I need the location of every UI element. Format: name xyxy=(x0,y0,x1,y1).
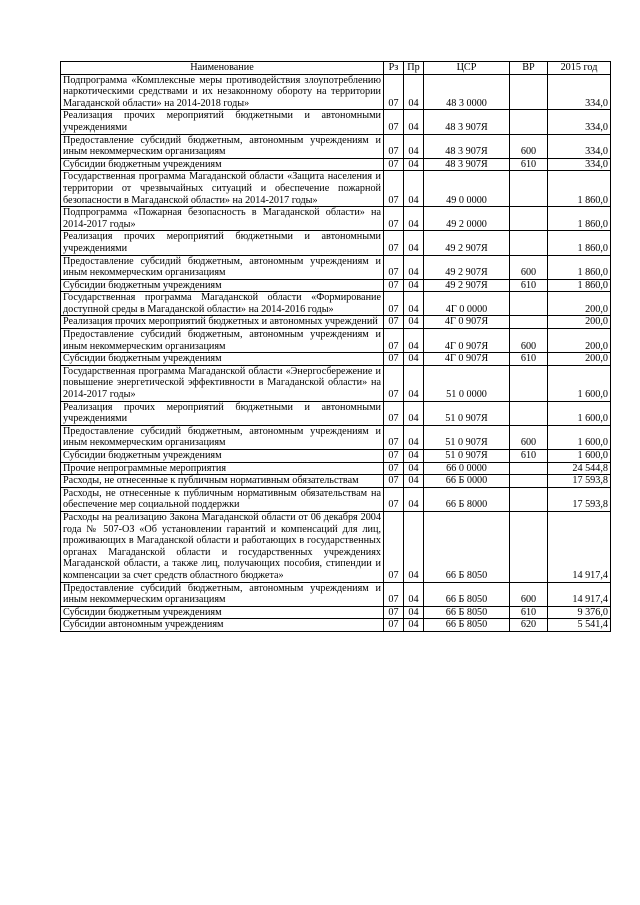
cell-vr xyxy=(510,475,548,488)
cell-rz: 07 xyxy=(384,171,404,207)
cell-pr: 04 xyxy=(404,582,424,606)
table-row xyxy=(61,450,611,463)
cell-name: Субсидии бюджетным учреждениям xyxy=(61,158,384,171)
cell-pr: 04 xyxy=(404,475,424,488)
cell-csr: 66 0 0000 xyxy=(424,462,510,475)
cell-name: Субсидии бюджетным учреждениям xyxy=(61,353,384,366)
cell-vr xyxy=(510,401,548,425)
cell-amount: 334,0 xyxy=(548,134,611,158)
cell-csr: 4Г 0 0000 xyxy=(424,292,510,316)
cell-name: Предоставление субсидий бюджетным, автономным учреждениям и иным некоммерческим организациям xyxy=(61,425,384,449)
table-row xyxy=(61,255,611,279)
cell-vr: 610 xyxy=(510,158,548,171)
cell-vr xyxy=(510,292,548,316)
cell-rz: 07 xyxy=(384,462,404,475)
cell-amount: 1 600,0 xyxy=(548,425,611,449)
cell-name: Субсидии бюджетным учреждениям xyxy=(61,450,384,463)
cell-pr: 04 xyxy=(404,255,424,279)
cell-vr: 600 xyxy=(510,425,548,449)
cell-amount: 1 600,0 xyxy=(548,450,611,463)
cell-name: Расходы, не отнесенные к публичным нормативным обязательствам на обеспечение мер социальной поддержки xyxy=(61,487,384,511)
cell-amount: 24 544,8 xyxy=(548,462,611,475)
table-row xyxy=(61,110,611,134)
cell-rz: 07 xyxy=(384,158,404,171)
cell-pr: 04 xyxy=(404,279,424,292)
cell-vr: 610 xyxy=(510,450,548,463)
cell-pr: 04 xyxy=(404,329,424,353)
cell-pr: 04 xyxy=(404,110,424,134)
cell-pr: 04 xyxy=(404,606,424,619)
cell-csr: 66 Б 0000 xyxy=(424,475,510,488)
cell-vr: 600 xyxy=(510,134,548,158)
cell-rz: 07 xyxy=(384,110,404,134)
cell-csr: 66 Б 8050 xyxy=(424,582,510,606)
cell-rz: 07 xyxy=(384,134,404,158)
cell-amount: 1 860,0 xyxy=(548,255,611,279)
cell-amount: 334,0 xyxy=(548,74,611,110)
cell-name: Предоставление субсидий бюджетным, автономным учреждениям и иным некоммерческим организациям xyxy=(61,329,384,353)
cell-rz: 07 xyxy=(384,255,404,279)
table-row xyxy=(61,231,611,255)
cell-rz: 07 xyxy=(384,74,404,110)
budget-table xyxy=(60,61,611,632)
cell-vr xyxy=(510,462,548,475)
cell-vr xyxy=(510,231,548,255)
cell-csr: 49 2 907Я xyxy=(424,255,510,279)
cell-vr: 610 xyxy=(510,279,548,292)
cell-vr xyxy=(510,316,548,329)
cell-amount: 1 860,0 xyxy=(548,171,611,207)
cell-csr: 66 Б 8050 xyxy=(424,511,510,582)
cell-amount: 14 917,4 xyxy=(548,511,611,582)
table-row xyxy=(61,353,611,366)
cell-amount: 9 376,0 xyxy=(548,606,611,619)
cell-amount: 17 593,8 xyxy=(548,487,611,511)
header-vr: ВР xyxy=(510,62,548,75)
cell-name: Расходы, не отнесенные к публичным нормативным обязательствам xyxy=(61,475,384,488)
cell-name: Реализация прочих мероприятий бюджетных и автономных учреждений xyxy=(61,316,384,329)
cell-rz: 07 xyxy=(384,582,404,606)
cell-amount: 200,0 xyxy=(548,329,611,353)
cell-vr: 600 xyxy=(510,329,548,353)
cell-vr: 610 xyxy=(510,606,548,619)
cell-csr: 48 3 907Я xyxy=(424,158,510,171)
cell-amount: 1 860,0 xyxy=(548,279,611,292)
cell-amount: 1 860,0 xyxy=(548,207,611,231)
cell-rz: 07 xyxy=(384,475,404,488)
cell-pr: 04 xyxy=(404,134,424,158)
cell-name: Предоставление субсидий бюджетным, автономным учреждениям и иным некоммерческим организациям xyxy=(61,255,384,279)
cell-rz: 07 xyxy=(384,619,404,632)
table-row xyxy=(61,511,611,582)
table-row xyxy=(61,279,611,292)
cell-rz: 07 xyxy=(384,425,404,449)
cell-csr: 51 0 907Я xyxy=(424,401,510,425)
cell-csr: 51 0 907Я xyxy=(424,450,510,463)
cell-pr: 04 xyxy=(404,158,424,171)
cell-amount: 14 917,4 xyxy=(548,582,611,606)
cell-csr: 51 0 907Я xyxy=(424,425,510,449)
cell-rz: 07 xyxy=(384,450,404,463)
cell-rz: 07 xyxy=(384,511,404,582)
cell-name: Субсидии бюджетным учреждениям xyxy=(61,606,384,619)
cell-name: Субсидии бюджетным учреждениям xyxy=(61,279,384,292)
cell-name: Прочие непрограммные мероприятия xyxy=(61,462,384,475)
cell-amount: 17 593,8 xyxy=(548,475,611,488)
cell-vr: 620 xyxy=(510,619,548,632)
cell-name: Государственная программа Магаданской области «Энергосбережение и повышение энергетической эффективности в Магаданской области» на 2014-2017 годы» xyxy=(61,365,384,401)
table-row xyxy=(61,207,611,231)
cell-name: Предоставление субсидий бюджетным, автономным учреждениям и иным некоммерческим организациям xyxy=(61,582,384,606)
cell-vr xyxy=(510,487,548,511)
cell-csr: 66 Б 8000 xyxy=(424,487,510,511)
table-row xyxy=(61,74,611,110)
cell-csr: 66 Б 8050 xyxy=(424,619,510,632)
cell-pr: 04 xyxy=(404,353,424,366)
cell-pr: 04 xyxy=(404,487,424,511)
cell-name: Реализация прочих мероприятий бюджетными и автономными учреждениями xyxy=(61,110,384,134)
cell-rz: 07 xyxy=(384,606,404,619)
table-row xyxy=(61,365,611,401)
table-row xyxy=(61,606,611,619)
cell-amount: 334,0 xyxy=(548,110,611,134)
cell-csr: 49 2 907Я xyxy=(424,231,510,255)
cell-amount: 1 860,0 xyxy=(548,231,611,255)
cell-amount: 200,0 xyxy=(548,353,611,366)
cell-rz: 07 xyxy=(384,316,404,329)
cell-csr: 48 3 907Я xyxy=(424,134,510,158)
cell-pr: 04 xyxy=(404,171,424,207)
cell-vr xyxy=(510,365,548,401)
cell-csr: 49 0 0000 xyxy=(424,171,510,207)
cell-rz: 07 xyxy=(384,487,404,511)
table-row xyxy=(61,316,611,329)
cell-rz: 07 xyxy=(384,207,404,231)
cell-name: Государственная программа Магаданской области «Формирование доступной среды в Магаданской области» на 2014-2016 годы» xyxy=(61,292,384,316)
cell-amount: 200,0 xyxy=(548,316,611,329)
cell-pr: 04 xyxy=(404,316,424,329)
cell-name: Реализация прочих мероприятий бюджетными и автономными учреждениями xyxy=(61,401,384,425)
cell-pr: 04 xyxy=(404,425,424,449)
cell-amount: 200,0 xyxy=(548,292,611,316)
cell-pr: 04 xyxy=(404,74,424,110)
table-row xyxy=(61,134,611,158)
table-row xyxy=(61,401,611,425)
cell-csr: 66 Б 8050 xyxy=(424,606,510,619)
cell-vr: 600 xyxy=(510,582,548,606)
header-rz: Рз xyxy=(384,62,404,75)
cell-csr: 49 2 0000 xyxy=(424,207,510,231)
cell-name: Подпрограмма «Пожарная безопасность в Магаданской области» на 2014-2017 годы» xyxy=(61,207,384,231)
cell-rz: 07 xyxy=(384,401,404,425)
table-row xyxy=(61,329,611,353)
cell-rz: 07 xyxy=(384,329,404,353)
header-pr: Пр xyxy=(404,62,424,75)
cell-pr: 04 xyxy=(404,207,424,231)
cell-vr: 610 xyxy=(510,353,548,366)
cell-vr: 600 xyxy=(510,255,548,279)
cell-pr: 04 xyxy=(404,462,424,475)
cell-pr: 04 xyxy=(404,450,424,463)
cell-name: Государственная программа Магаданской области «Защита населения и территории от чрезвычайных ситуаций и обеспечение пожарной безопасности в Магаданской области» на 2014-2017 годы» xyxy=(61,171,384,207)
cell-name: Подпрограмма «Комплексные меры противодействия злоупотреблению наркотическими средствами и их незаконному обороту на территории Магаданской области» на 2014-2018 годы» xyxy=(61,74,384,110)
cell-csr: 48 3 0000 xyxy=(424,74,510,110)
cell-amount: 334,0 xyxy=(548,158,611,171)
cell-vr xyxy=(510,74,548,110)
cell-csr: 4Г 0 907Я xyxy=(424,316,510,329)
cell-rz: 07 xyxy=(384,279,404,292)
table-row xyxy=(61,292,611,316)
cell-amount: 1 600,0 xyxy=(548,365,611,401)
table-row xyxy=(61,619,611,632)
table-row xyxy=(61,475,611,488)
table-row xyxy=(61,582,611,606)
cell-vr xyxy=(510,207,548,231)
cell-csr: 4Г 0 907Я xyxy=(424,329,510,353)
table-header-row xyxy=(61,62,611,75)
cell-csr: 51 0 0000 xyxy=(424,365,510,401)
cell-rz: 07 xyxy=(384,365,404,401)
cell-vr xyxy=(510,171,548,207)
cell-csr: 48 3 907Я xyxy=(424,110,510,134)
cell-amount: 5 541,4 xyxy=(548,619,611,632)
cell-pr: 04 xyxy=(404,365,424,401)
cell-amount: 1 600,0 xyxy=(548,401,611,425)
cell-vr xyxy=(510,110,548,134)
cell-name: Реализация прочих мероприятий бюджетными и автономными учреждениями xyxy=(61,231,384,255)
cell-csr: 49 2 907Я xyxy=(424,279,510,292)
table-row xyxy=(61,171,611,207)
cell-pr: 04 xyxy=(404,401,424,425)
cell-pr: 04 xyxy=(404,292,424,316)
cell-rz: 07 xyxy=(384,231,404,255)
cell-pr: 04 xyxy=(404,231,424,255)
header-csr: ЦСР xyxy=(424,62,510,75)
cell-pr: 04 xyxy=(404,511,424,582)
table-row xyxy=(61,425,611,449)
header-name: Наименование xyxy=(61,62,384,75)
table-row xyxy=(61,158,611,171)
cell-name: Расходы на реализацию Закона Магаданской области от 06 декабря 2004 года № 507-ОЗ «Об установлении гарантий и компенсаций для лиц, проживающих в Магаданской области и работающих в государственных органах Магаданской области и государственных учреждениях Магаданской области, а также лиц, получающих пособия, стипендии и компенсации за счет средств областного бюджета» xyxy=(61,511,384,582)
cell-name: Предоставление субсидий бюджетным, автономным учреждениям и иным некоммерческим организациям xyxy=(61,134,384,158)
cell-name: Субсидии автономным учреждениям xyxy=(61,619,384,632)
cell-rz: 07 xyxy=(384,353,404,366)
cell-pr: 04 xyxy=(404,619,424,632)
cell-vr xyxy=(510,511,548,582)
cell-csr: 4Г 0 907Я xyxy=(424,353,510,366)
budget-table-page xyxy=(60,61,610,632)
table-row xyxy=(61,487,611,511)
header-amount: 2015 год xyxy=(548,62,611,75)
cell-rz: 07 xyxy=(384,292,404,316)
table-row xyxy=(61,462,611,475)
